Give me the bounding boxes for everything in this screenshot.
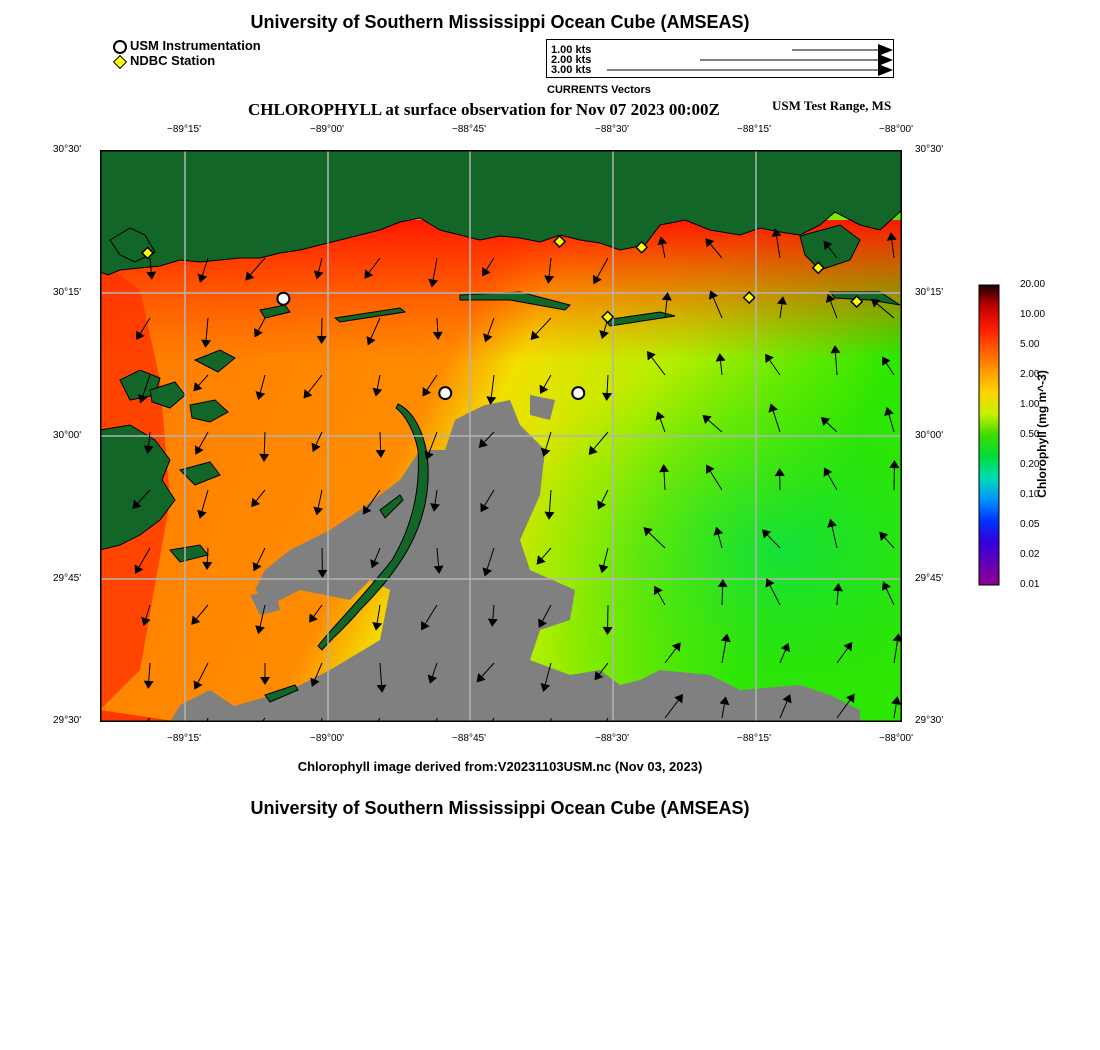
vector-key-arrow-2 (700, 54, 893, 66)
vector-key-caption: CURRENTS Vectors (547, 84, 651, 96)
colorbar-tick-5: 1.00 (1020, 399, 1040, 410)
usm-instrument-marker-1 (277, 293, 289, 305)
colorbar-tick-3: 5.00 (1020, 339, 1040, 350)
colorbar-tick-11: 0.01 (1020, 579, 1040, 590)
map-subtitle: CHLOROPHYLL at surface observation for Nov 07 2023 00:00Z (248, 100, 720, 119)
vector-key-arrow-3 (607, 64, 893, 76)
colorbar-tick-10: 0.02 (1020, 549, 1040, 560)
lon-tick-top-4: −88°30' (595, 124, 629, 135)
marker-legend (113, 38, 313, 72)
lon-tick-bottom-4: −88°30' (595, 733, 629, 744)
page-title: University of Southern Mississippi Ocean Cube (AMSEAS) (250, 12, 750, 32)
lat-tick-right-5: 29°30' (915, 715, 944, 726)
lon-tick-top-1: −89°15' (167, 124, 201, 135)
colorbar-tick-4: 2.00 (1020, 369, 1040, 380)
lat-tick-right-4: 29°45' (915, 573, 944, 584)
legend-item-ndbc (113, 53, 215, 68)
lon-tick-bottom-2: −89°00' (310, 733, 344, 744)
colorbar-ticks (1000, 279, 1050, 591)
colorbar-tick-1: 20.00 (1020, 279, 1046, 290)
vector-key-arrows (547, 40, 893, 77)
legend-ndbc-label: NDBC Station (130, 53, 216, 68)
lon-tick-bottom-1: −89°15' (167, 733, 201, 744)
colorbar-tick-7: 0.20 (1020, 459, 1040, 470)
colorbar-tick-6: 0.50 (1020, 429, 1040, 440)
lat-tick-right-1: 30°30' (915, 144, 944, 155)
colorbar-title: Chlorophyll (mg m^-3) (1035, 370, 1049, 498)
lat-tick-left-2: 30°15' (53, 287, 82, 298)
lat-tick-right-2: 30°15' (915, 287, 944, 298)
colorbar-tick-9: 0.05 (1020, 519, 1040, 530)
lat-tick-left-4: 29°45' (53, 573, 82, 584)
legend-item-usm (113, 38, 261, 54)
ndbc-station-icon (113, 54, 127, 68)
vector-key-label-3: 3.00 kts (551, 64, 592, 76)
lat-tick-left-1: 30°30' (53, 144, 82, 155)
vector-key-label-1: 1.00 kts (551, 44, 592, 56)
lat-tick-right-3: 30°00' (915, 430, 944, 441)
colorbar-tick-2: 10.00 (1020, 309, 1046, 320)
lon-tick-top-5: −88°15' (737, 124, 771, 135)
lon-tick-bottom-3: −88°45' (452, 733, 486, 744)
legend-usm-label: USM Instrumentation (130, 38, 261, 53)
source-note: Chlorophyll image derived from:V20231103USM.nc (Nov 03, 2023) (297, 759, 703, 774)
lat-tick-left-5: 29°30' (53, 715, 82, 726)
range-label: USM Test Range, MS (772, 98, 892, 113)
footer-title: University of Southern Mississippi Ocean Cube (AMSEAS) (250, 798, 750, 818)
lon-tick-top-6: −88°00' (879, 124, 913, 135)
lon-tick-top-2: −89°00' (310, 124, 344, 135)
chlorophyll-map (100, 150, 902, 722)
current-vector-key (546, 39, 894, 78)
colorbar-tick-8: 0.10 (1020, 489, 1040, 500)
lon-tick-top-3: −88°45' (452, 124, 486, 135)
lon-tick-bottom-5: −88°15' (737, 733, 771, 744)
usm-instrument-marker-2 (439, 387, 451, 399)
vector-key-label-2: 2.00 kts (551, 54, 592, 66)
colorbar-scale (979, 285, 999, 585)
lat-tick-left-3: 30°00' (53, 430, 82, 441)
usm-instrument-marker-3 (572, 387, 584, 399)
vector-key-arrow-1 (792, 44, 893, 56)
usm-instrument-icon (113, 40, 127, 54)
lon-tick-bottom-6: −88°00' (879, 733, 913, 744)
